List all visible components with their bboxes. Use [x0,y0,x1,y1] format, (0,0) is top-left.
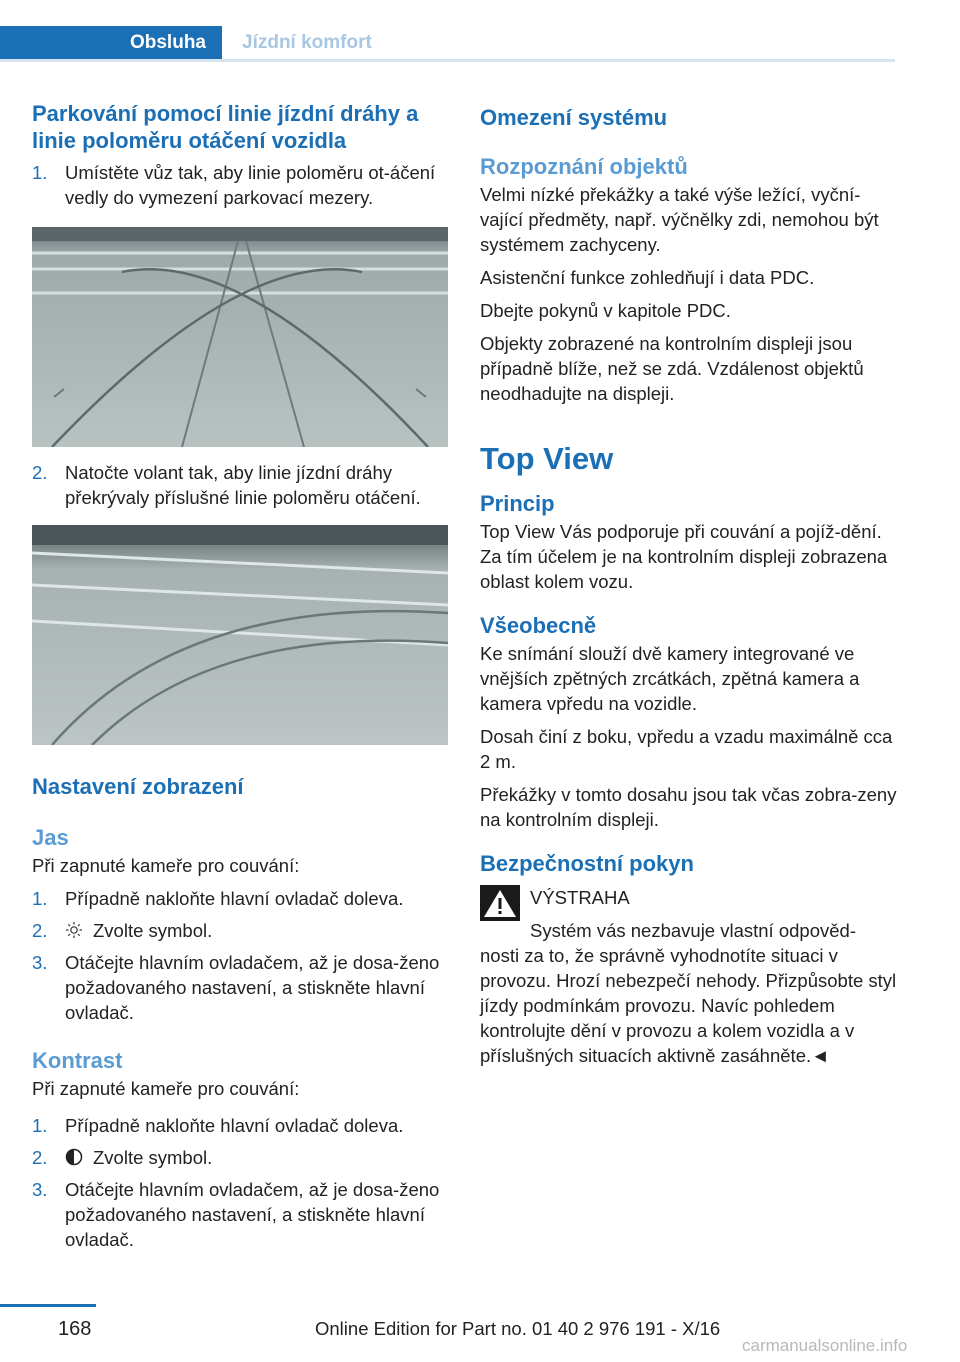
left-column-settings [32,773,450,1252]
warning-text-line-1: Systém vás nezbavuje vlastní odpověd‐ [530,920,856,941]
kontrast-intro: Při zapnuté kameře pro couvání: [32,1078,300,1099]
warning-triangle-icon [480,885,520,921]
section-title-omezeni: Omezení systému [480,105,668,130]
sun-icon [65,920,87,938]
section-title-parkovani: Parkování pomocí linie jízdní dráhy a linie poloměru otáčení vozidla [32,101,419,153]
subsection-title-jas: Jas [32,825,69,850]
section-title-nastaveni: Nastavení zobrazení [32,774,244,799]
list-item: 2. Zvolte symbol. [32,1147,213,1168]
camera-image-radius-lines [32,227,448,447]
list-item: 3. Otáčejte hlavním ovladačem, až je dosa‐ženo požadovaného nastavení, a stiskněte hlavní ovladač. [32,952,440,1023]
list-item: 2. Natočte volant tak, aby linie jízdní dráhy překrývaly příslušné linie poloměru otáčení. [32,462,421,508]
subsection-title-kontrast: Kontrast [32,1048,123,1073]
tab-obsluha[interactable]: Obsluha [0,26,222,59]
rozpoznani-paragraph-1: Velmi nízké překážky a také výše ležící, vyční‐vající předměty, např. výčnělky zdi, nemohou být systémem zachyceny. [480,184,879,255]
rozpoznani-paragraph-4: Objekty zobrazené na kontrolním displeji jsou případně blíže, než se zdá. Vzdálenost objektů neodhadujte na displeji. [480,333,864,404]
subsection-title-princip: Princip [480,491,555,516]
vseobecne-paragraph-2: Dosah činí z boku, vpředu a vzadu maximálně cca 2 m. [480,726,893,772]
subsection-title-rozpoznani: Rozpoznání objektů [480,154,688,179]
vseobecne-paragraph-3: Překážky v tomto dosahu jsou tak včas zobra‐zeny na kontrolním displeji. [480,784,897,830]
left-column [32,100,450,210]
watermark: carmanualsonline.info [742,1336,908,1355]
tab-jizdni-komfort[interactable]: Jízdní komfort [242,31,372,53]
warning-text: nosti za to, že správně vyhodnotíte situaci v provozu. Hrozí nebezpečí nehody. Přizpůsobte styl jízdy podmínkám provozu. Navíc pohledem kontrolujte dění v provozu a kolem vozidla a v příslušných situacích aktivně zasáhněte.◄ [480,945,897,1066]
parking-steps-1 [32,160,450,210]
edition-info: Online Edition for Part no. 01 40 2 976 191 - X/16 [315,1318,721,1339]
right-column [480,100,900,1068]
list-item: 1. Umístěte vůz tak, aby linie poloměru ot‐áčení vedly do vymezení parkovací mezery. [32,162,436,208]
list-item: 2. Zvolte symbol. [32,920,213,941]
rozpoznani-paragraph-3: Dbejte pokynů v kapitole PDC. [480,300,731,321]
camera-image-overlap-lines [32,525,448,745]
list-item: 1. Případně nakloňte hlavní ovladač doleva. [32,888,404,909]
header-tabs [0,26,895,62]
jas-steps [32,886,450,1025]
list-item: 1. Případně nakloňte hlavní ovladač doleva. [32,1115,404,1136]
warning-block [480,885,900,1068]
jas-intro: Při zapnuté kameře pro couvání: [32,855,300,876]
subsection-title-bezpecnost: Bezpečnostní pokyn [480,851,694,876]
left-column-step2 [32,460,450,510]
header-divider [0,59,895,62]
footer-divider [0,1304,96,1307]
kontrast-steps [32,1113,450,1252]
section-title-top-view: Top View [480,441,614,476]
contrast-icon [65,1147,87,1165]
princip-paragraph: Top View Vás podporuje při couvání a pojíž‐dění. Za tím účelem je na kontrolním displeji zobrazena oblast kolem vozu. [480,521,888,592]
list-item: 3. Otáčejte hlavním ovladačem, až je dosa‐ženo požadovaného nastavení, a stiskněte hlavní ovladač. [32,1179,440,1250]
warning-label: VÝSTRAHA [530,887,630,908]
vseobecne-paragraph-1: Ke snímání slouží dvě kamery integrované ve vnějších zpětných zrcátkách, zpětná kamera a kamera vpředu na vozidle. [480,643,860,714]
subsection-title-vseobecne: Všeobecně [480,613,597,638]
page-number: 168 [58,1318,92,1340]
rozpoznani-paragraph-2: Asistenční funkce zohledňují i data PDC. [480,267,815,288]
